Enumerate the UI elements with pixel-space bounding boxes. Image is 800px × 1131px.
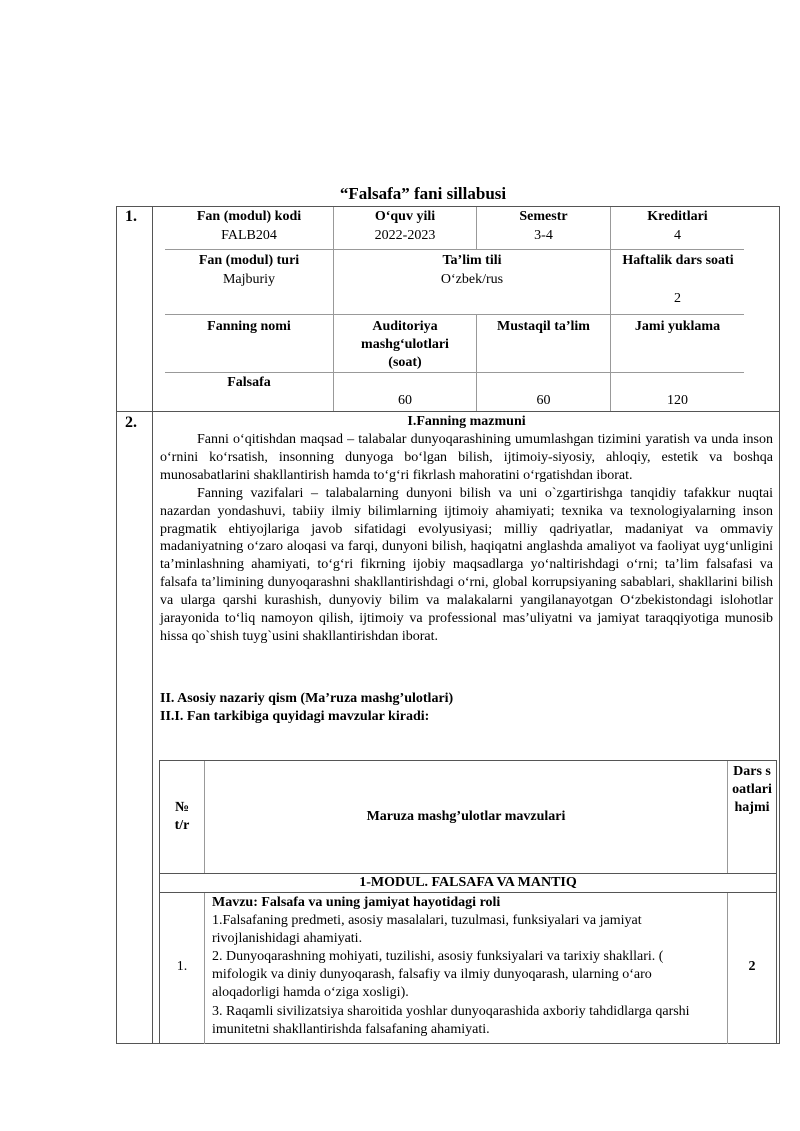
auditorium-label: Auditoriya mashg‘ulotlari (soat) bbox=[361, 319, 449, 370]
info-table-row-line bbox=[165, 249, 744, 250]
name-label: Fanning nomi bbox=[207, 319, 291, 334]
frame-top-border bbox=[116, 206, 780, 207]
code-value: FALB204 bbox=[221, 228, 277, 243]
lang-label: Ta’lim tili bbox=[442, 253, 502, 268]
semester-label: Semestr bbox=[519, 209, 568, 224]
lang-value: O‘zbek/rus bbox=[440, 272, 504, 287]
auditorium-value: 60 bbox=[398, 393, 412, 408]
code-label: Fan (modul) kodi bbox=[196, 209, 302, 224]
independent-label: Mustaqil ta’lim bbox=[497, 319, 590, 334]
col-number-header: № t/r bbox=[174, 800, 190, 833]
topics-table-col-line bbox=[204, 893, 205, 1044]
topics-table-row-line bbox=[159, 892, 777, 893]
weekly-value: 2 bbox=[674, 291, 681, 306]
row-number: 1. bbox=[176, 959, 188, 974]
topics-table-right bbox=[776, 760, 777, 1044]
type-value: Majburiy bbox=[222, 272, 276, 287]
section-number-2: 2. bbox=[125, 414, 137, 431]
goal-paragraph: Fanni o‘qitishdan maqsad – talabalar dunyoqarashining umumlashgan tizimini yaratish va unda inson o‘rnini ko‘rsatish, insonning dunyoga bo‘lgan bilish, ijtimoiy-siyosiy, ahloqiy, estetik va boshqa munosabatlarini shakllantirish hamda to‘g‘ri fikrlash mahoratini o‘rgatishdan iborat. bbox=[160, 432, 773, 483]
credits-value: 4 bbox=[674, 228, 681, 243]
frame-left-border bbox=[116, 206, 117, 1044]
topic-item-1: 1.Falsafaning predmeti, asosiy masalalari, tuzulmasi, funksiyalari va jamiyat rivojlanishidagi ahamiyati. bbox=[212, 913, 642, 946]
info-table-row-line bbox=[165, 372, 744, 373]
col-hours-header: Dars soatlari hajmi bbox=[732, 764, 772, 815]
semester-value: 3-4 bbox=[534, 228, 553, 243]
total-label: Jami yuklama bbox=[634, 319, 721, 334]
info-table-row-line bbox=[165, 314, 744, 315]
name-value: Falsafa bbox=[227, 375, 271, 390]
frame-right-border bbox=[779, 206, 780, 1044]
year-label: O‘quv yili bbox=[374, 209, 436, 224]
col-topic-header: Maruza mashg’ulotlar mavzulari bbox=[366, 809, 566, 824]
topics-table-left bbox=[159, 760, 160, 1044]
row-hours: 2 bbox=[748, 959, 756, 974]
type-label: Fan (modul) turi bbox=[198, 253, 300, 268]
tasks-paragraph: Fanning vazifalari – talabalarning dunyoni bilish va uni o`zgartirishga tanqidiy tafakkur nuqtai nazardan yondashuvi, tabiiy ilmiy bilimlarning ijtimoiy ahamiyati; texnika va texnologiyalarning inson pragmatik ehtiyojlariga javob sifatidagi evolyusiyasi; milliy qadriyatlar, madaniyat va ommaviy madaniyatning o‘zaro aloqasi va farqi, dunyoni bilish, haqiqatni anglashda amaliyot va faoliyat uyg‘unligini ta’minlashning ahamiyati, to‘g‘ri fikrning ijobiy maqsadlarga yo‘naltirishdagi o‘rni; ta’lim falsafasi va falsafa ta’limining dunyoqarashni shakllantirishdagi o‘rni, global korrupsiyaning sabablari, shakllarini bilish va ularga qarshi kurashish, dunyoviy bilim va malakalarni yangilanayotgan O‘zbekistondagi islohotlar jarayonida to‘liq namoyon qilish, ijtimoiy va professional mas’uliyatni va jamiyat taraqqiyotiga munosib hissa qo`shish tuyg`usini shakllantirishdan iborat. bbox=[160, 485, 773, 644]
section-heading: I.Fanning mazmuni bbox=[407, 414, 526, 429]
frame-bottom-border bbox=[116, 1043, 780, 1044]
topic-item-3: 3. Raqamli sivilizatsiya sharoitida yoshlar dunyoqarashida axboriy tahdidlarga qarshi imunitetni shakllantirishda falsafaning ahamiyati. bbox=[212, 1004, 690, 1037]
frame-section-divider bbox=[116, 411, 780, 412]
topic-title: Mavzu: Falsafa va uning jamiyat hayotidagi roli bbox=[212, 895, 501, 910]
weekly-label: Haftalik dars soati bbox=[622, 253, 734, 268]
topics-table-col-line bbox=[727, 761, 728, 873]
total-value: 120 bbox=[667, 393, 688, 408]
topics-table-top bbox=[159, 760, 777, 761]
content-paragraphs bbox=[160, 431, 773, 646]
frame-number-column-border bbox=[152, 206, 153, 1044]
credits-label: Kreditlari bbox=[647, 209, 708, 224]
independent-value: 60 bbox=[536, 393, 551, 408]
subheading-theory: II. Asosiy nazariy qism (Ma’ruza mashg’ulotlari) bbox=[160, 691, 454, 706]
year-value: 2022-2023 bbox=[374, 228, 436, 243]
module-title: 1-MODUL. FALSAFA VA MANTIQ bbox=[359, 875, 577, 890]
section-number-1: 1. bbox=[125, 208, 137, 225]
document-title: “Falsafa” fani sillabusi bbox=[339, 184, 507, 203]
topic-item-2: 2. Dunyoqarashning mohiyati, tuzilishi, asosiy funksiyalari va tarixiy shakllari. ( mifologik va diniy dunyoqarash, falsafiy va ilmiy dunyoqarash, ularning o‘aro aloqadorligi hamda o‘ziga xosligi). bbox=[212, 949, 664, 1000]
subheading-topics: II.I. Fan tarkibiga quyidagi mavzular kiradi: bbox=[160, 709, 430, 724]
